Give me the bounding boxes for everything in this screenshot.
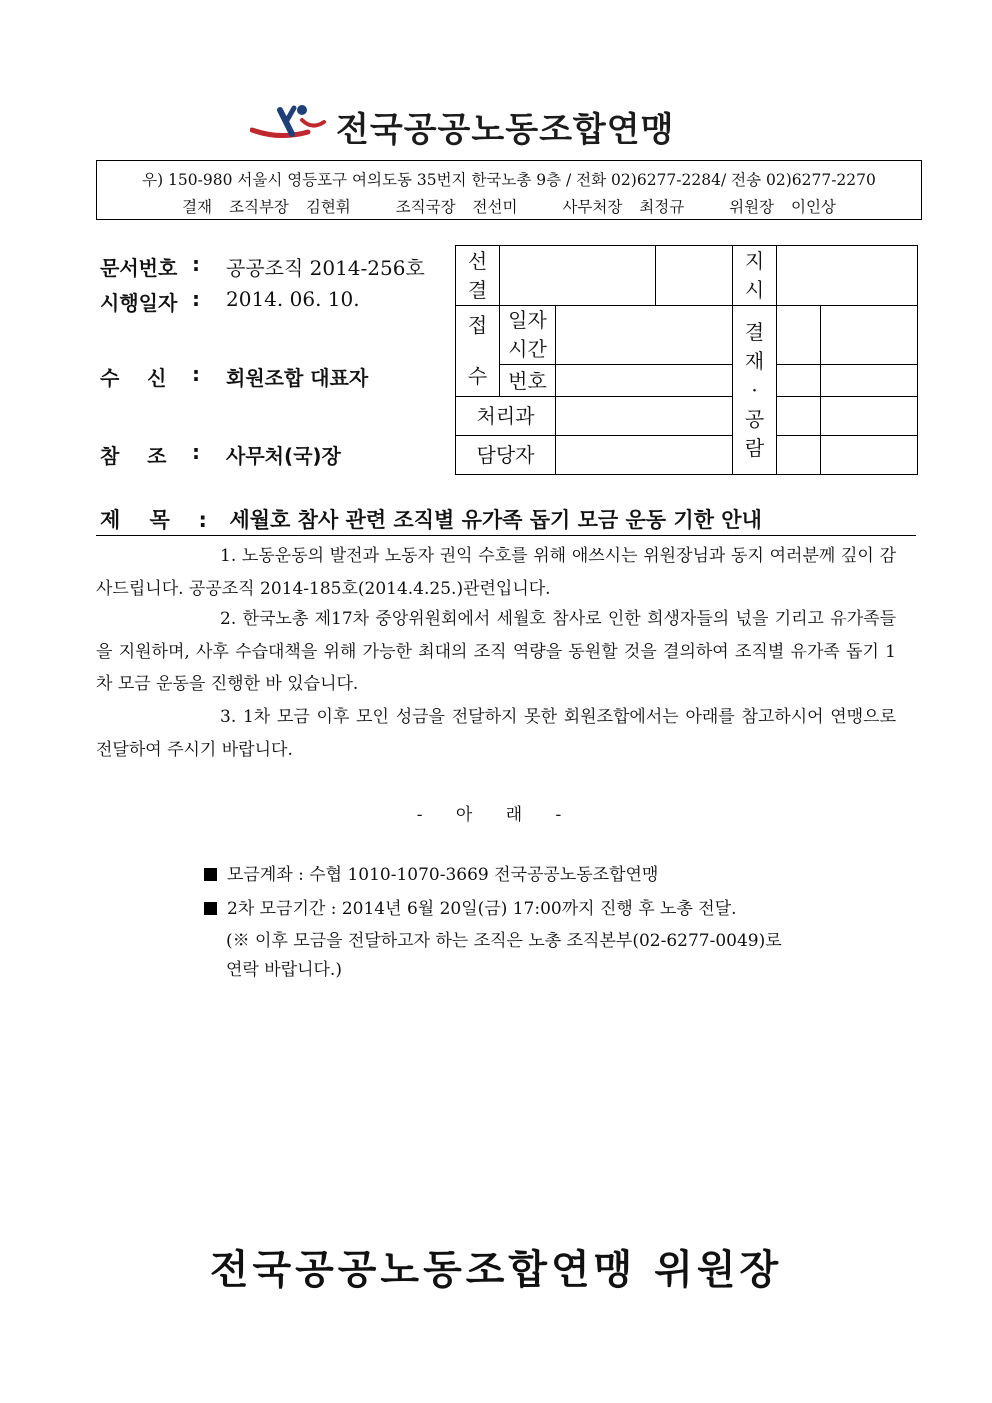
doc-number-label: 문서번호 [100,256,178,280]
approval-chain-label: 결재 [182,198,213,216]
colon: : [192,252,200,276]
cell-seongyeol: 선 결 [456,246,500,306]
colon: : [192,440,200,464]
colon: : [192,287,200,311]
signature: 전국공공노동조합연맹 위원장 [209,1247,783,1293]
org-logo [250,98,750,148]
colon: : [192,362,200,386]
recipient-label: 수 신 [100,366,167,390]
period-item: 2차 모금기간 : 2014년 6월 20일(금) 17:00까지 진행 후 노총 전달. [204,894,737,924]
org-name: 전국공공노동조합연맹 [336,110,675,150]
cell-jeopsu: 접 수 [456,306,500,397]
note-line-1: (※ 이후 모금을 전달하고자 하는 조직은 노총 조직본부(02-6277-0049)로 [226,931,782,951]
cell-blank [500,246,656,306]
subject-label: 제 목 [100,508,170,532]
approval-person: 이인상 [790,198,836,216]
cell-blank [777,365,821,397]
cell-blank [556,436,733,475]
account-item: 모금계좌 : 수협 1010-1070-3669 전국공공노동조합연맹 [204,860,658,890]
paragraph-3: 3. 1차 모금 이후 모인 성금을 전달하지 못한 회원조합에서는 아래를 참고하시어 연맹으로 전달하여 주시기 바랍니다. [96,707,896,760]
approval-person: 김현휘 [305,198,351,216]
cell-manager-label: 담당자 [456,436,556,475]
cell-blank [821,436,918,475]
cell-date-time-label: 일자 시간 [500,306,556,365]
approval-role: 조직부장 [229,198,289,216]
approval-person: 최정규 [639,198,685,216]
cell-gyeoljae-gongram: 결 재 · 공 람 [733,306,777,475]
square-bullet-icon [204,868,217,881]
cell-blank [777,306,821,365]
approval-role: 사무처장 [562,198,623,216]
cell-number-label: 번호 [500,365,556,397]
reference: 사무처(국)장 [226,444,341,468]
approval-role: 조직국장 [395,198,456,216]
cell-blank [656,246,733,306]
approval-chain [97,195,921,217]
cell-blank [821,306,918,365]
recipient: 회원조합 대표자 [226,366,369,390]
cell-blank [777,397,821,436]
issue-date-label: 시행일자 [100,291,178,315]
cell-jisi: 지 시 [733,246,777,306]
cell-blank [556,306,733,365]
cell-blank [777,436,821,475]
doc-number: 공공조직 2014-256호 [226,256,425,280]
approval-table [455,245,917,473]
approval-role: 위원장 [729,198,775,216]
paragraph-2: 2. 한국노총 제17차 중앙위원회에서 세월호 참사로 인한 희생자들의 넋을 기리고 유가족들을 지원하며, 사후 수습대책을 위해 가능한 최대의 조직 역량을 동원할 것을 결의하여 조직별 유가족 돕기 1차 모금 운동을 진행한 바 있습니다. [96,609,896,694]
cell-blank [556,397,733,436]
cell-blank [556,365,733,397]
cell-dept-label: 처리과 [456,397,556,436]
cell-blank [821,397,918,436]
paragraph-1: 1. 노동운동의 발전과 노동자 권익 수호를 위해 애쓰시는 위원장님과 동지 여러분께 깊이 감사드립니다. 공공조직 2014-185호(2014.4.25.)관련입니다. [96,546,896,599]
cell-blank [777,246,918,306]
address-box [96,160,922,220]
colon: : [198,508,207,532]
reference-label: 참 조 [100,444,167,468]
approval-person: 전선미 [472,198,518,216]
cell-blank [821,365,918,397]
section-heading: - 아 래 - [416,805,576,825]
note-line-2: 연락 바랍니다.) [226,960,342,980]
issue-date: 2014. 06. 10. [226,287,360,311]
org-emblem-icon [250,100,330,146]
subject-line [100,504,762,534]
square-bullet-icon [204,902,217,915]
subject-text: 세월호 참사 관련 조직별 유가족 돕기 모금 운동 기한 안내 [229,508,762,532]
address-line: 우) 150-980 서울시 영등포구 여의도동 35번지 한국노총 9층 / 전화 02)6277-2284/ 전송 02)6277-2270 [142,171,876,189]
subject-divider [96,535,916,536]
